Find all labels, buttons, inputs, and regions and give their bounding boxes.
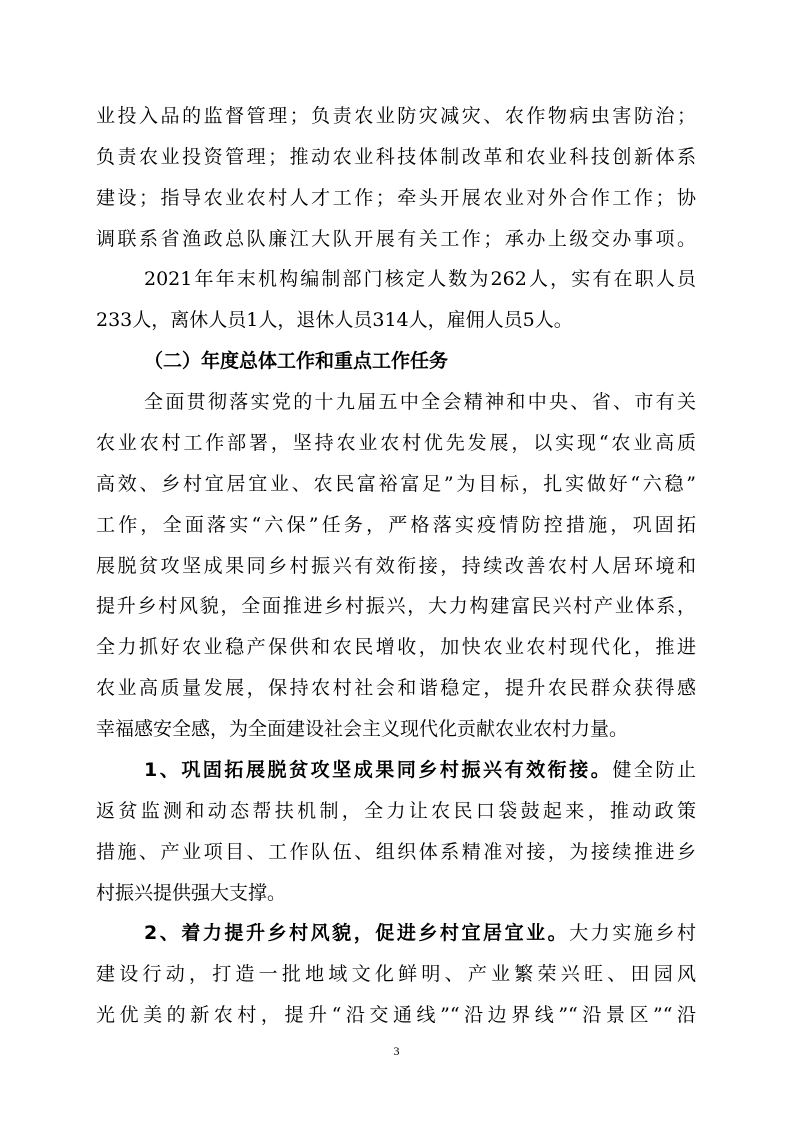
body-text-line: 负责农业投资管理；推动农业科技体制改革和农业科技创新体系: [96, 145, 696, 168]
body-text-line: 措施、产业项目、工作队伍、组织体系精准对接，为接续推进乡: [96, 840, 696, 863]
body-text-line: 光优美的新农村，提升“沿交通线”“沿边界线”“沿景区”“沿: [96, 1004, 696, 1027]
body-text-line: 233人，离休人员1人，退休人员314人，雇佣人员5人。: [96, 309, 573, 332]
body-text-line: 全力抓好农业稳产保供和农民增收，加快农业农村现代化，推进: [96, 636, 696, 659]
body-text-line: 工作，全面落实“六保”任务，严格落实疫情防控措施，巩固拓: [96, 513, 696, 536]
body-text-line: 建设；指导农业农村人才工作；牵头开展农业对外合作工作；协: [96, 186, 696, 209]
task-item-2: [144, 913, 696, 954]
body-text-line: 高效、乡村宜居宜业、农民富裕富足”为目标，扎实做好“六稳”: [96, 472, 696, 495]
body-text-line: 2021年年末机构编制部门核定人数为262人，实有在职人员: [144, 268, 696, 291]
body-text-line: 业投入品的监督管理；负责农业防灾减灾、农作物病虫害防治；: [96, 105, 696, 127]
body-text-line: 幸福感安全感，为全面建设社会主义现代化贡献农业农村力量。: [96, 718, 629, 741]
body-text-line: 展脱贫攻坚成果同乡村振兴有效衔接，持续改善农村人居环境和: [96, 554, 696, 577]
body-text-line: 返贫监测和动态帮扶机制，全力让农民口袋鼓起来，推动政策: [96, 799, 696, 822]
body-text-line: 农业农村工作部署，坚持农业农村优先发展，以实现“农业高质: [96, 431, 696, 454]
body-text-line: 村振兴提供强大支撑。: [96, 881, 287, 904]
body-text-line: 建设行动，打造一批地域文化鲜明、产业繁荣兴旺、田园风: [96, 963, 696, 986]
body-text-line: 调联系省渔政总队廉江大队开展有关工作；承办上级交办事项。: [96, 227, 696, 250]
task-item-title: 2、着力提升乡村风貌，促进乡村宜居宜业。: [144, 922, 570, 945]
task-item-title: 1、巩固拓展脱贫攻坚成果同乡村振兴有效衔接。: [144, 758, 613, 781]
body-text-line: 农业高质量发展，保持农村社会和谐稳定，提升农民群众获得感: [96, 677, 696, 700]
task-item-1: [144, 750, 696, 791]
section-heading: （二）年度总体工作和重点工作任务: [144, 350, 449, 373]
body-text-line: 提升乡村风貌，全面推进乡村振兴，大力构建富民兴村产业体系，: [96, 595, 696, 618]
body-text-line: 全面贯彻落实党的十九届五中全会精神和中央、省、市有关: [144, 391, 696, 414]
task-item-text: 大力实施乡村: [569, 922, 696, 945]
page-number: 3: [393, 1044, 400, 1058]
task-item-text: 健全防止: [612, 758, 696, 781]
